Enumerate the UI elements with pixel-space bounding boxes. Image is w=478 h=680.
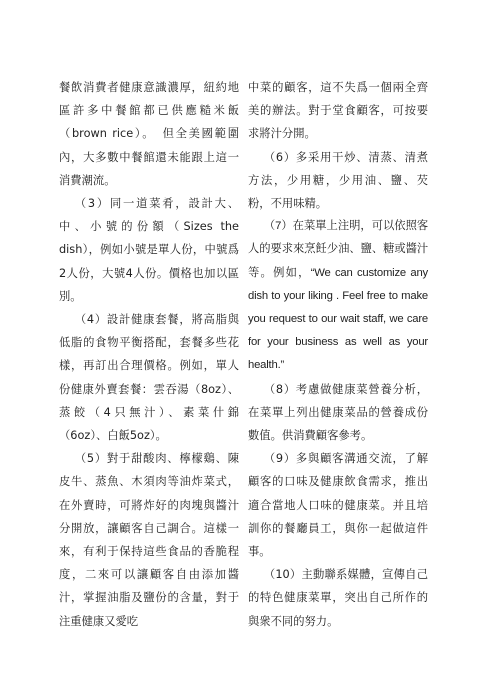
paragraph-item-10: （10）主動聯系媒體，宣傳自己的特色健康菜單，突出自己所作的與衆不同的努力。 <box>248 568 428 628</box>
paragraph-item-9: （9）多與顧客溝通交流，了解顧客的口味及健康飲食需求，推出適合當地人口味的健康菜。并且培訓你的餐廳員工，與你一起做這件事。 <box>248 452 428 559</box>
paragraph-item-4: （4）設計健康套餐，將高脂與低脂的食物平衡搭配，套餐多些花樣，再訂出合理價格。例如，單人份健康外賣套餐：雲吞湯（8oz）、蒸餃（4只無汁）、素菜什錦（6oz）、白飯5oz）。 <box>59 313 239 443</box>
paragraph-item-6: （6）多采用干炒、清蒸、清煮方法，少用糖，少用油、鹽、芡粉，不用味精。 <box>248 150 428 211</box>
left-column <box>59 76 239 633</box>
paragraph-brown-rice: 餐飲消費者健康意識濃厚，紐約地區許多中餐館都已供應糙米飯（brown rice）。 但全美國範圍內，大多數中餐館還未能跟上這一消費潮流。 <box>59 81 239 187</box>
paragraph-continuation: 中菜的顧客，這不失爲一個兩全齊美的辦法。對于堂食顧客，可按要求將汁分開。 <box>248 81 428 141</box>
paragraph-item-7: （7）在菜單上注明，可以依照客人的要求來烹飪少油、鹽、糖或醬汁等。例如，“We can customize any dish to your liking . Feel free to make you request to our wait staff, we care for your business as well as your health.” <box>248 220 428 372</box>
paragraph-item-3: （3）同一道菜肴，設計大、中、小號的份額（Sizes the dish），例如小號是單人份，中號爲2人份，大號4人份。價格也加以區別。 <box>59 197 239 303</box>
right-column <box>248 76 428 633</box>
paragraph-item-5: （5）對于甜酸肉、檸檬鷄、陳皮牛、蒸魚、木須肉等油炸菜式，在外賣時，可將炸好的肉塊與醬汁分開放，讓顧客自己調合。這樣一來，有利于保持這些食品的香脆程度，二來可以讓顧客自由添加醬汁，掌握油脂及鹽份的含量，對于注重健康又愛吃 <box>59 452 239 628</box>
paragraph-item-8: （8）考慮做健康菜營養分析，在菜單上列出健康菜品的營養成份數值。供消費顧客參考。 <box>248 382 428 443</box>
